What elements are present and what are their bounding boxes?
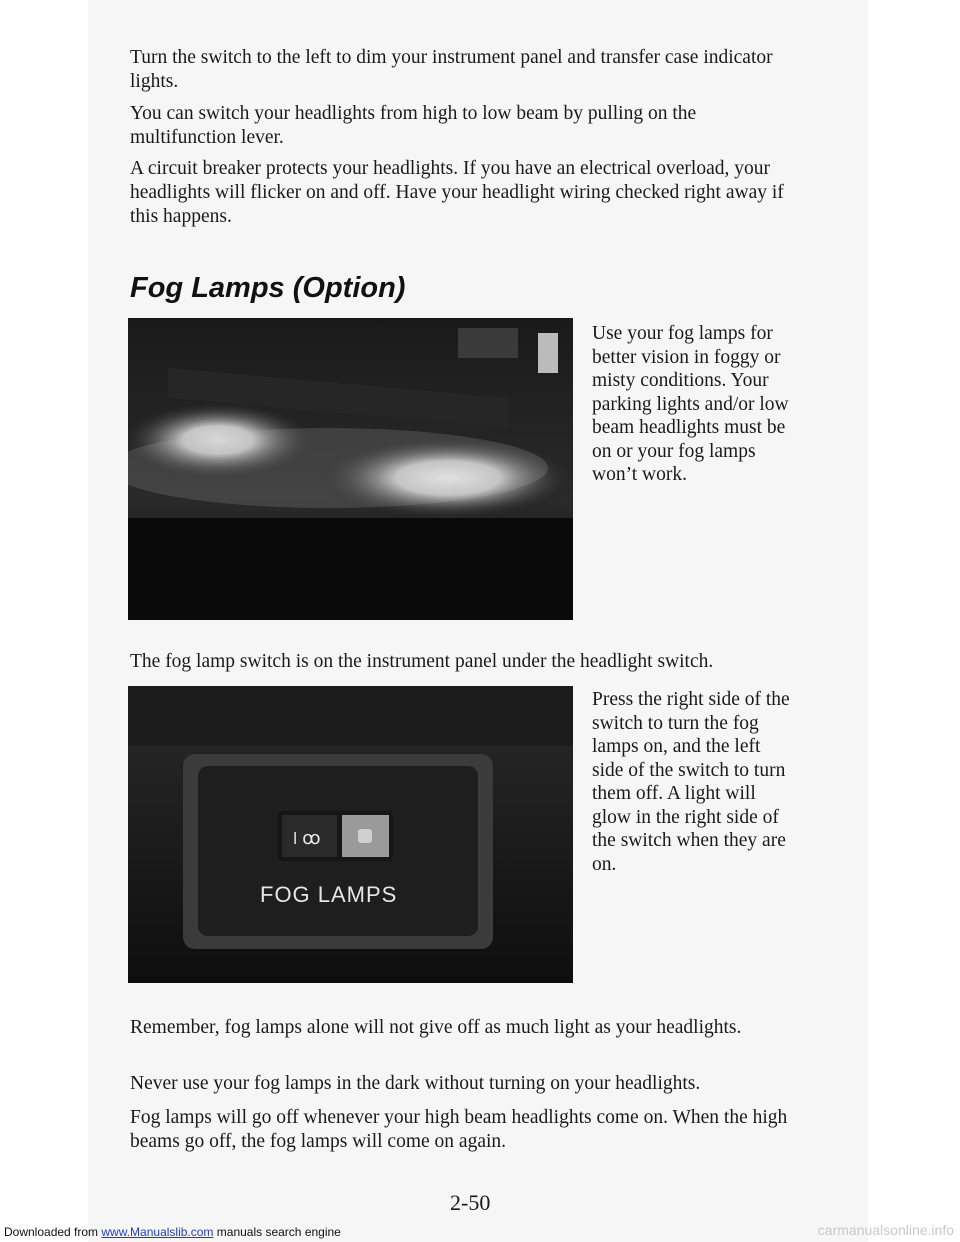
paragraph-high-low-beam: You can switch your headlights from high to low beam by pulling on the multifunction lever. xyxy=(130,103,697,148)
svg-text:⏽ꝏ: ⏽ꝏ xyxy=(288,828,321,848)
fog-lamps-switch-label: FOG LAMPS xyxy=(260,882,398,907)
fog-lamps-photo xyxy=(128,318,573,620)
paragraph-never-use: Never use your fog lamps in the dark without turning on your headlights. xyxy=(130,1073,701,1094)
page-number: 2-50 xyxy=(450,1190,491,1215)
fog-lamps-photo-image xyxy=(128,318,573,620)
paragraph-dim-switch: Turn the switch to the left to dim your instrument panel and transfer case indicator lights. xyxy=(130,47,773,92)
switch-instructions: Press the right side of the switch to turn the fog lamps on, and the left side of the switch to turn them off. A light will glow in the right side of the switch when they are on. xyxy=(592,689,790,875)
paragraph-high-beam: Fog lamps will go off whenever your high beam headlights come on. When the high beams go off, the fog lamps will come on again. xyxy=(130,1107,788,1152)
fog-lamps-description: Use your fog lamps for better vision in foggy or misty conditions. Your parking lights and/or low beam headlights must be on or your fog lamps won’t work. xyxy=(592,323,789,485)
footer-suffix: manuals search engine xyxy=(213,1225,341,1239)
paragraph-remember: Remember, fog lamps alone will not give off as much light as your headlights. xyxy=(130,1017,742,1038)
fog-lamp-switch-photo xyxy=(128,686,573,983)
watermark: carmanualsonline.info xyxy=(817,1222,954,1238)
paragraph-circuit-breaker: A circuit breaker protects your headlights. If you have an electrical overload, your headlights will flicker on and off. Have your headlight wiring checked right away if this happens. xyxy=(130,158,784,227)
paragraph-switch-location: The fog lamp switch is on the instrument panel under the headlight switch. xyxy=(130,651,714,672)
manualslib-link[interactable]: www.Manualslib.com xyxy=(101,1225,214,1239)
fog-lamp-switch-photo-image xyxy=(128,686,573,983)
footer-prefix: Downloaded from xyxy=(4,1225,102,1239)
section-heading: Fog Lamps (Option) xyxy=(130,272,406,304)
download-footer xyxy=(4,1225,341,1239)
